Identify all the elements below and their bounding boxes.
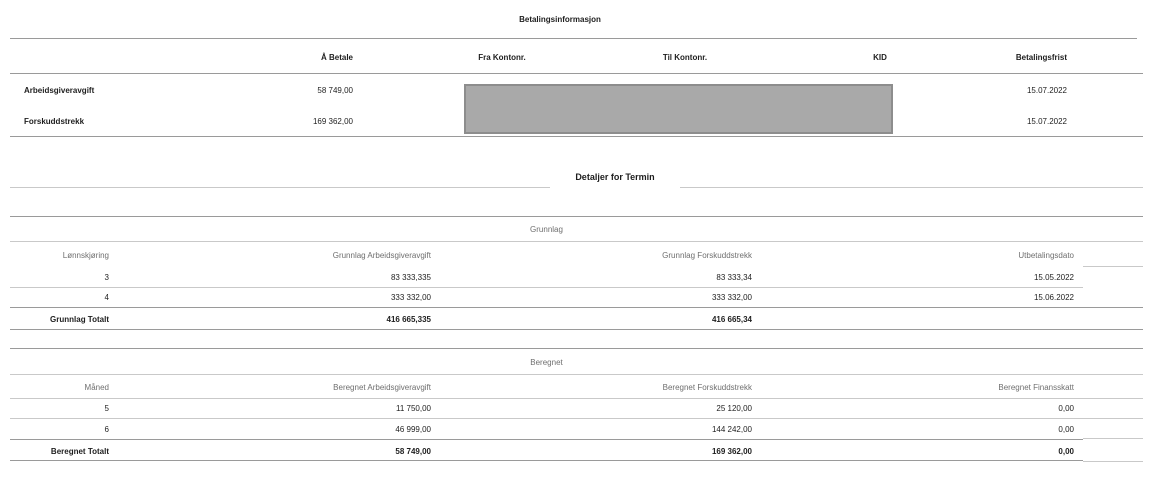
beregnet-cell: 0,00 (1058, 404, 1074, 413)
col-header-amount: Å Betale (320, 53, 353, 62)
beregnet-total-aga: 58 749,00 (395, 447, 431, 456)
divider (10, 460, 1083, 461)
redacted-account-block (464, 84, 893, 134)
divider (10, 241, 1143, 242)
divider (10, 216, 1143, 217)
grunnlag-total-label: Grunnlag Totalt (50, 315, 109, 324)
grunnlag-cell: 3 (104, 273, 109, 282)
col-header-to-account: Til Kontonr. (662, 53, 708, 62)
divider (10, 374, 1143, 375)
beregnet-title: Beregnet (530, 358, 563, 367)
beregnet-cell: 46 999,00 (395, 425, 431, 434)
beregnet-total-label: Beregnet Totalt (50, 447, 109, 456)
payment-row-due-date: 15.07.2022 (1026, 86, 1067, 95)
divider (10, 38, 1137, 39)
divider (1083, 461, 1143, 462)
beregnet-total-forskudd: 169 362,00 (711, 447, 752, 456)
grunnlag-cell: 333 332,00 (711, 293, 752, 302)
divider (10, 418, 1143, 419)
beregnet-header-aga: Beregnet Arbeidsgiveravgift (333, 383, 431, 392)
beregnet-cell: 0,00 (1058, 425, 1074, 434)
payment-row-label: Arbeidsgiveravgift (24, 86, 95, 95)
beregnet-cell: 5 (104, 404, 109, 413)
col-header-due-date: Betalingsfrist (1015, 53, 1067, 62)
grunnlag-cell: 83 333,34 (716, 273, 752, 282)
divider (10, 187, 550, 188)
payment-row-due-date: 15.07.2022 (1026, 117, 1067, 126)
details-title: Detaljer for Termin (575, 172, 655, 182)
beregnet-total-finansskatt: 0,00 (1058, 447, 1074, 456)
beregnet-cell: 144 242,00 (711, 425, 752, 434)
divider (1083, 266, 1143, 267)
grunnlag-header-forskudd: Grunnlag Forskuddstrekk (662, 251, 752, 260)
divider (10, 348, 1143, 349)
beregnet-header-finansskatt: Beregnet Finansskatt (998, 383, 1074, 392)
col-header-from-account: Fra Kontonr. (478, 53, 526, 62)
grunnlag-cell: 83 333,335 (390, 273, 431, 282)
grunnlag-cell: 15.06.2022 (1033, 293, 1074, 302)
divider (10, 73, 1143, 74)
divider (10, 136, 1143, 137)
grunnlag-total-aga: 416 665,335 (386, 315, 431, 324)
payment-row-label: Forskuddstrekk (24, 117, 85, 126)
divider (10, 329, 1143, 330)
divider (10, 287, 1083, 288)
grunnlag-cell: 4 (104, 293, 109, 302)
payment-title: Betalingsinformasjon (519, 15, 601, 24)
beregnet-cell: 11 750,00 (396, 404, 431, 413)
beregnet-cell: 6 (104, 425, 109, 434)
grunnlag-total-forskudd: 416 665,34 (711, 315, 752, 324)
grunnlag-header-run: Lønnskjøring (62, 251, 109, 260)
divider (680, 187, 1143, 188)
beregnet-cell: 25 120,00 (716, 404, 752, 413)
divider (10, 439, 1083, 440)
divider (10, 307, 1143, 308)
divider (1083, 438, 1143, 439)
payment-row-amount: 58 749,00 (317, 86, 353, 95)
beregnet-header-month: Måned (84, 383, 109, 392)
beregnet-header-forskudd: Beregnet Forskuddstrekk (662, 383, 752, 392)
col-header-kid: KID (873, 53, 887, 62)
grunnlag-cell: 15.05.2022 (1033, 273, 1074, 282)
divider (10, 398, 1143, 399)
grunnlag-title: Grunnlag (530, 225, 563, 234)
grunnlag-header-date: Utbetalingsdato (1018, 251, 1074, 260)
grunnlag-header-aga: Grunnlag Arbeidsgiveravgift (332, 251, 431, 260)
grunnlag-cell: 333 332,00 (390, 293, 431, 302)
payment-row-amount: 169 362,00 (312, 117, 353, 126)
